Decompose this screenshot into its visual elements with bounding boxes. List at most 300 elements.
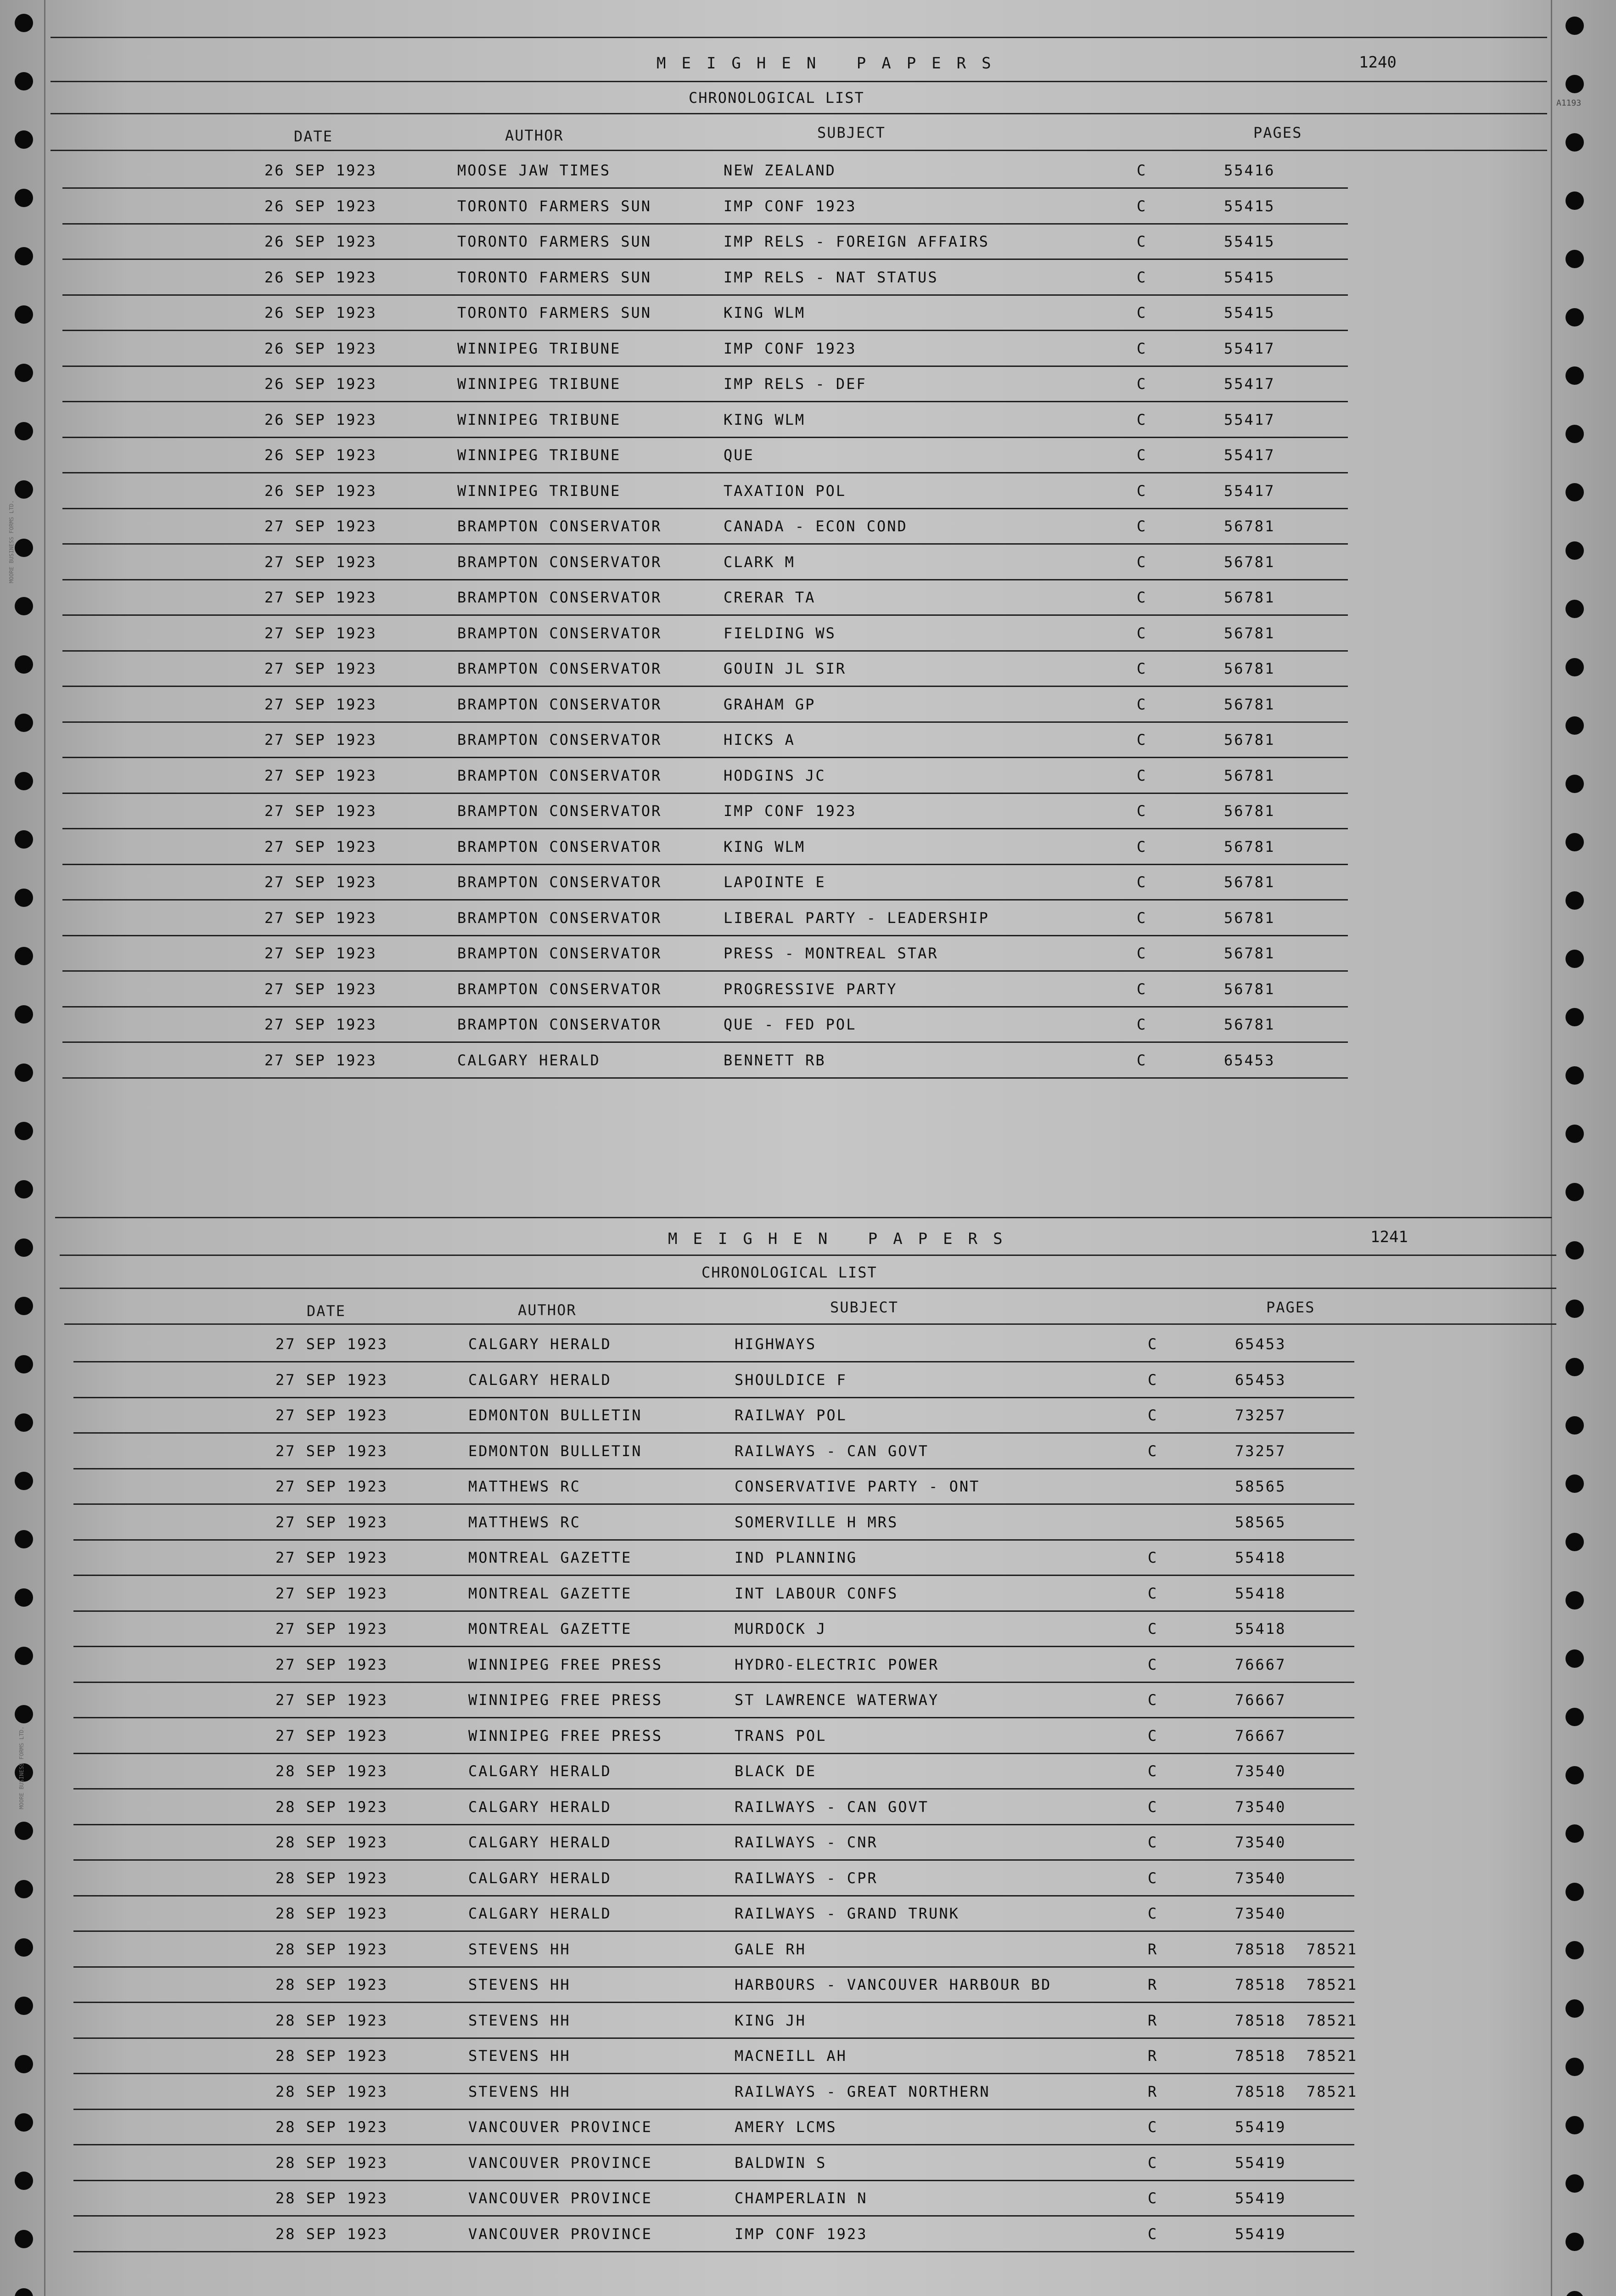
entry-subject: KING WLM [724, 838, 806, 855]
entry-subject: BENNETT RB [724, 1051, 826, 1069]
entry-code: C [1148, 1869, 1158, 1887]
entry-date: 26 SEP 1923 [264, 482, 377, 500]
entry-code: C [1137, 838, 1147, 855]
entry-author: BRAMPTON CONSERVATOR [457, 802, 662, 820]
entry-subject: SHOULDICE F [735, 1371, 847, 1389]
entry-date: 27 SEP 1923 [264, 660, 377, 677]
table-row [73, 2181, 1354, 2217]
row-rule [73, 2251, 1354, 2252]
tractor-hole [1566, 2291, 1584, 2296]
entry-code: C [1137, 695, 1147, 713]
entry-code: R [1148, 1940, 1158, 1958]
table-row [62, 260, 1348, 296]
entry-pages: 55417 [1224, 482, 1275, 500]
entry-subject: IMP CONF 1923 [735, 2225, 868, 2243]
entry-date: 28 SEP 1923 [275, 2118, 388, 2136]
entry-pages: 55415 [1224, 304, 1275, 321]
entry-author: BRAMPTON CONSERVATOR [457, 660, 662, 677]
tractor-hole [15, 1880, 33, 1898]
entry-code: C [1148, 1834, 1158, 1851]
table-row [62, 972, 1348, 1007]
entry-pages: 55417 [1224, 339, 1275, 357]
table-row [62, 723, 1348, 758]
entry-date: 27 SEP 1923 [264, 1051, 377, 1069]
table-row [62, 509, 1348, 545]
entry-subject: CONSERVATIVE PARTY - ONT [735, 1478, 980, 1495]
entry-author: CALGARY HERALD [468, 1335, 612, 1353]
tractor-hole [1566, 1766, 1584, 1784]
entry-subject: QUE - FED POL [724, 1016, 857, 1033]
tractor-hole [1566, 658, 1584, 676]
entry-code: C [1148, 1549, 1158, 1566]
entry-subject: HICKS A [724, 731, 795, 748]
tractor-hole [1566, 2233, 1584, 2251]
entry-date: 27 SEP 1923 [264, 553, 377, 571]
entry-pages: 73257 [1235, 1442, 1286, 1460]
entry-pages: 78518 78521 [1235, 2011, 1358, 2029]
entry-author: WINNIPEG FREE PRESS [468, 1655, 663, 1673]
tractor-hole [15, 422, 33, 440]
entry-code: C [1148, 1691, 1158, 1709]
entry-pages: 78518 78521 [1235, 2082, 1358, 2100]
entry-code: C [1137, 1051, 1147, 1069]
tractor-hole [1566, 1649, 1584, 1668]
form-imprint-lower: MOORE BUSINESS FORMS LTD. [18, 1726, 25, 1809]
entry-pages: 56781 [1224, 945, 1275, 962]
tractor-hole [1566, 600, 1584, 618]
entry-pages: 65453 [1235, 1335, 1286, 1353]
entry-date: 27 SEP 1923 [264, 589, 377, 606]
entry-date: 27 SEP 1923 [275, 1478, 388, 1495]
entry-author: MONTREAL GAZETTE [468, 1620, 632, 1638]
entry-date: 28 SEP 1923 [275, 2225, 388, 2243]
entry-subject: NEW ZEALAND [724, 162, 836, 179]
entry-date: 26 SEP 1923 [264, 339, 377, 357]
entry-pages: 55417 [1224, 411, 1275, 428]
entry-code: C [1148, 2225, 1158, 2243]
tractor-hole [1566, 1883, 1584, 1901]
entry-date: 27 SEP 1923 [275, 1584, 388, 1602]
entry-date: 27 SEP 1923 [275, 1655, 388, 1673]
entry-date: 27 SEP 1923 [264, 518, 377, 535]
entry-author: STEVENS HH [468, 2011, 571, 2029]
entry-code: C [1148, 2189, 1158, 2207]
tractor-hole [15, 14, 33, 32]
entry-code: C [1137, 980, 1147, 998]
tractor-hole [1566, 1591, 1584, 1609]
entry-author: BRAMPTON CONSERVATOR [457, 945, 662, 962]
entry-author: STEVENS HH [468, 2082, 571, 2100]
tractor-hole [1566, 1708, 1584, 1726]
entry-author: BRAMPTON CONSERVATOR [457, 553, 662, 571]
tractor-hole [15, 772, 33, 790]
entry-author: TORONTO FARMERS SUN [457, 233, 652, 250]
entry-author: CALGARY HERALD [468, 1869, 612, 1887]
tractor-hole [15, 1180, 33, 1199]
entry-pages: 65453 [1224, 1051, 1275, 1069]
entry-code: C [1148, 1762, 1158, 1780]
entry-date: 28 SEP 1923 [275, 2189, 388, 2207]
entry-date: 28 SEP 1923 [275, 2011, 388, 2029]
entry-pages: 55417 [1224, 375, 1275, 393]
entry-pages: 56781 [1224, 660, 1275, 677]
entry-date: 26 SEP 1923 [264, 375, 377, 393]
entry-author: BRAMPTON CONSERVATOR [457, 1016, 662, 1033]
entry-subject: TRANS POL [735, 1727, 827, 1745]
entry-subject: ST LAWRENCE WATERWAY [735, 1691, 939, 1709]
tractor-hole [1566, 716, 1584, 735]
entry-subject: RAILWAYS - GREAT NORTHERN [735, 2082, 990, 2100]
entry-author: EDMONTON BULLETIN [468, 1442, 642, 1460]
entry-code: C [1137, 162, 1147, 179]
tractor-hole [1566, 1533, 1584, 1551]
entry-pages: 58565 [1235, 1513, 1286, 1531]
table-row [62, 403, 1348, 438]
entry-code: C [1137, 375, 1147, 393]
entry-author: CALGARY HERALD [468, 1762, 612, 1780]
tractor-hole [1566, 483, 1584, 501]
tractor-hole [15, 1530, 33, 1548]
entry-pages: 56781 [1224, 1016, 1275, 1033]
entry-code: C [1148, 2154, 1158, 2172]
tractor-hole [1566, 541, 1584, 560]
table-row [73, 2039, 1358, 2074]
table-row [73, 1327, 1354, 1362]
tractor-hole [15, 947, 33, 965]
column-header-subject: SUBJECT [830, 1299, 898, 1316]
tractor-hole [1566, 950, 1584, 968]
table-row [62, 438, 1348, 473]
entry-subject: HIGHWAYS [735, 1335, 817, 1353]
entry-code: C [1137, 589, 1147, 606]
entry-date: 26 SEP 1923 [264, 411, 377, 428]
entry-code: C [1137, 731, 1147, 748]
entry-author: BRAMPTON CONSERVATOR [457, 624, 662, 642]
entry-subject: MACNEILL AH [735, 2047, 847, 2065]
table-row [73, 2146, 1354, 2181]
entry-author: CALGARY HERALD [468, 1905, 612, 1922]
entry-pages: 56781 [1224, 731, 1275, 748]
left-margin-line [44, 0, 45, 2296]
entry-subject: IMP RELS - FOREIGN AFFAIRS [724, 233, 989, 250]
entry-subject: RAILWAYS - CPR [735, 1869, 878, 1887]
entry-date: 28 SEP 1923 [275, 1834, 388, 1851]
entry-subject: HARBOURS - VANCOUVER HARBOUR BD [735, 1976, 1052, 1993]
tractor-hole [15, 597, 33, 615]
tractor-hole [1566, 308, 1584, 326]
entry-pages: 78518 78521 [1235, 1940, 1358, 1958]
entry-subject: FIELDING WS [724, 624, 836, 642]
right-margin-line [1551, 0, 1552, 2296]
table-row [73, 1825, 1354, 1861]
tractor-hole [1566, 1941, 1584, 1959]
entry-date: 28 SEP 1923 [275, 1869, 388, 1887]
entry-pages: 56781 [1224, 518, 1275, 535]
entry-date: 27 SEP 1923 [264, 909, 377, 927]
tractor-hole [15, 655, 33, 674]
entry-code: C [1137, 339, 1147, 357]
entry-pages: 56781 [1224, 838, 1275, 855]
table-row [62, 936, 1348, 972]
entry-subject: HODGINS JC [724, 766, 826, 784]
table-row [62, 865, 1348, 900]
entry-author: CALGARY HERALD [468, 1371, 612, 1389]
tractor-hole [1566, 1183, 1584, 1201]
table-row [73, 2217, 1354, 2252]
entry-pages: 56781 [1224, 980, 1275, 998]
entry-code: C [1148, 1798, 1158, 1816]
table-row [62, 901, 1348, 936]
entry-date: 28 SEP 1923 [275, 1762, 388, 1780]
tractor-hole [15, 2113, 33, 2132]
entry-code: C [1137, 446, 1147, 464]
entry-author: MOOSE JAW TIMES [457, 162, 611, 179]
table-row [62, 1043, 1348, 1079]
entry-author: STEVENS HH [468, 1976, 571, 1993]
entry-code: C [1137, 268, 1147, 286]
entry-code: C [1137, 197, 1147, 215]
table-row [73, 1683, 1354, 1718]
tractor-hole [1566, 1008, 1584, 1026]
entry-date: 26 SEP 1923 [264, 446, 377, 464]
entry-pages: 55419 [1235, 2189, 1286, 2207]
entry-author: WINNIPEG TRIBUNE [457, 375, 621, 393]
table-row [73, 1434, 1354, 1469]
entry-subject: LIBERAL PARTY - LEADERSHIP [724, 909, 989, 927]
table-row [62, 616, 1348, 652]
entry-code: C [1148, 1407, 1158, 1424]
entry-date: 26 SEP 1923 [264, 162, 377, 179]
tractor-hole [1566, 1125, 1584, 1143]
column-header-author: AUTHOR [505, 127, 564, 144]
title-rule [50, 81, 1547, 82]
entry-subject: CLARK M [724, 553, 795, 571]
entry-subject: PRESS - MONTREAL STAR [724, 945, 938, 962]
entry-subject: RAILWAYS - CAN GOVT [735, 1442, 929, 1460]
tractor-hole [15, 305, 33, 324]
tractor-hole [15, 480, 33, 499]
tractor-hole [15, 830, 33, 849]
form-imprint: MOORE BUSINESS FORMS LTD. [8, 500, 15, 583]
entry-date: 28 SEP 1923 [275, 1905, 388, 1922]
entry-subject: GOUIN JL SIR [724, 660, 847, 677]
tractor-hole [1566, 1241, 1584, 1260]
tractor-hole [15, 2172, 33, 2190]
entry-pages: 55415 [1224, 197, 1275, 215]
header-rule [50, 150, 1547, 151]
entry-subject: RAILWAYS - CAN GOVT [735, 1798, 929, 1816]
entry-subject: KING WLM [724, 304, 806, 321]
list-title-rule [60, 1288, 1556, 1289]
table-row [62, 367, 1348, 402]
entry-subject: AMERY LCMS [735, 2118, 837, 2136]
entry-subject: MURDOCK J [735, 1620, 827, 1638]
entry-pages: 56781 [1224, 873, 1275, 891]
entry-pages: 65453 [1235, 1371, 1286, 1389]
entry-date: 27 SEP 1923 [275, 1549, 388, 1566]
table-row [62, 296, 1348, 331]
entry-author: BRAMPTON CONSERVATOR [457, 873, 662, 891]
entry-subject: HYDRO-ELECTRIC POWER [735, 1655, 939, 1673]
tractor-hole [15, 1588, 33, 1607]
entry-date: 27 SEP 1923 [264, 766, 377, 784]
list-title: CHRONOLOGICAL LIST [701, 1264, 877, 1281]
entry-date: 28 SEP 1923 [275, 2154, 388, 2172]
table-row [73, 1896, 1354, 1932]
entry-author: BRAMPTON CONSERVATOR [457, 766, 662, 784]
entry-subject: SOMERVILLE H MRS [735, 1513, 898, 1531]
table-row [73, 1790, 1354, 1825]
tractor-hole [1566, 1300, 1584, 1318]
entry-date: 27 SEP 1923 [264, 731, 377, 748]
entry-code: R [1148, 2082, 1158, 2100]
entry-author: VANCOUVER PROVINCE [468, 2154, 652, 2172]
title-rule [60, 1255, 1556, 1256]
entry-pages: 73540 [1235, 1798, 1286, 1816]
tractor-hole [1566, 133, 1584, 152]
table-row [62, 759, 1348, 794]
tractor-hole [15, 1472, 33, 1490]
entry-pages: 55415 [1224, 233, 1275, 250]
tractor-hole [1566, 250, 1584, 268]
table-row [73, 1648, 1354, 1683]
entry-subject: RAILWAYS - CNR [735, 1834, 878, 1851]
entry-code: C [1137, 802, 1147, 820]
entry-date: 27 SEP 1923 [264, 873, 377, 891]
entry-date: 26 SEP 1923 [264, 197, 377, 215]
table-row [62, 794, 1348, 829]
tractor-hole [15, 1122, 33, 1140]
tractor-hole [1566, 1824, 1584, 1843]
tractor-hole [1566, 1474, 1584, 1493]
top-rule [50, 37, 1547, 38]
tractor-hole [1566, 2116, 1584, 2134]
tractor-hole [1566, 2058, 1584, 2076]
table-row [62, 545, 1348, 580]
entry-subject: PROGRESSIVE PARTY [724, 980, 898, 998]
entry-subject: IMP RELS - DEF [724, 375, 867, 393]
entry-author: VANCOUVER PROVINCE [468, 2118, 652, 2136]
tractor-hole [1566, 425, 1584, 443]
tractor-hole [1566, 1999, 1584, 2018]
entry-pages: 55415 [1224, 268, 1275, 286]
entry-code: C [1137, 482, 1147, 500]
entry-code: C [1148, 1335, 1158, 1353]
top-rule [55, 1217, 1552, 1218]
entry-pages: 55419 [1235, 2225, 1286, 2243]
entry-date: 27 SEP 1923 [275, 1442, 388, 1460]
entry-code: C [1137, 909, 1147, 927]
column-header-pages: PAGES [1266, 1299, 1315, 1316]
entry-pages: 56781 [1224, 624, 1275, 642]
tractor-hole [15, 247, 33, 265]
tractor-hole [1566, 775, 1584, 793]
table-row [62, 153, 1348, 189]
table-row [62, 189, 1348, 225]
tractor-hole [15, 1355, 33, 1373]
table-row [62, 580, 1348, 616]
table-row [73, 1363, 1354, 1398]
table-row [73, 1932, 1358, 1968]
entry-date: 27 SEP 1923 [264, 838, 377, 855]
column-header-pages: PAGES [1253, 124, 1302, 141]
entry-author: WINNIPEG FREE PRESS [468, 1691, 663, 1709]
table-row [62, 830, 1348, 865]
entry-author: STEVENS HH [468, 1940, 571, 1958]
entry-author: BRAMPTON CONSERVATOR [457, 838, 662, 855]
table-row [73, 1754, 1354, 1790]
entry-pages: 55418 [1235, 1620, 1286, 1638]
table-row [62, 474, 1348, 509]
entry-pages: 56781 [1224, 695, 1275, 713]
entry-subject: GRAHAM GP [724, 695, 816, 713]
tractor-hole [15, 1938, 33, 1957]
entry-date: 27 SEP 1923 [264, 802, 377, 820]
tractor-hole [1566, 1416, 1584, 1435]
tractor-hole [15, 364, 33, 382]
entry-date: 27 SEP 1923 [264, 1016, 377, 1033]
entry-author: MONTREAL GAZETTE [468, 1549, 632, 1566]
entry-author: BRAMPTON CONSERVATOR [457, 909, 662, 927]
tractor-hole [1566, 17, 1584, 35]
entry-code: C [1137, 624, 1147, 642]
entry-author: CALGARY HERALD [457, 1051, 600, 1069]
page-number: 1241 [1370, 1228, 1408, 1246]
column-header-author: AUTHOR [518, 1301, 577, 1319]
tractor-hole [1566, 366, 1584, 385]
entry-date: 27 SEP 1923 [264, 945, 377, 962]
entry-subject: BALDWIN S [735, 2154, 827, 2172]
entry-subject: KING WLM [724, 411, 806, 428]
entry-pages: 55418 [1235, 1549, 1286, 1566]
entry-subject: CANADA - ECON COND [724, 518, 908, 535]
table-row [73, 1541, 1354, 1576]
entry-author: WINNIPEG TRIBUNE [457, 411, 621, 428]
entry-subject: TAXATION POL [724, 482, 847, 500]
tractor-hole [15, 1064, 33, 1082]
entry-date: 27 SEP 1923 [264, 624, 377, 642]
entry-code: C [1137, 411, 1147, 428]
entry-author: TORONTO FARMERS SUN [457, 197, 652, 215]
entry-author: WINNIPEG TRIBUNE [457, 446, 621, 464]
entry-pages: 78518 78521 [1235, 2047, 1358, 2065]
entry-date: 26 SEP 1923 [264, 304, 377, 321]
entry-author: VANCOUVER PROVINCE [468, 2225, 652, 2243]
entry-author: MONTREAL GAZETTE [468, 1584, 632, 1602]
header-rule [64, 1323, 1556, 1325]
table-row [62, 225, 1348, 260]
entry-code: C [1137, 873, 1147, 891]
entry-pages: 55418 [1235, 1584, 1286, 1602]
entry-subject: IMP CONF 1923 [724, 339, 857, 357]
table-row [73, 1612, 1354, 1647]
left-tractor-holes [6, 0, 42, 2296]
entry-code: R [1148, 2011, 1158, 2029]
column-header-date: DATE [294, 128, 333, 145]
table-row [62, 332, 1348, 367]
entry-date: 28 SEP 1923 [275, 2047, 388, 2065]
table-row [62, 1007, 1348, 1043]
entry-pages: 76667 [1235, 1691, 1286, 1709]
entry-subject: CRERAR TA [724, 589, 816, 606]
tractor-hole [15, 2230, 33, 2248]
entry-author: MATTHEWS RC [468, 1513, 581, 1531]
entry-code: R [1148, 2047, 1158, 2065]
entry-pages: 56781 [1224, 909, 1275, 927]
entry-subject: QUE [724, 446, 754, 464]
entry-subject: CHAMPERLAIN N [735, 2189, 868, 2207]
table-row [73, 1505, 1354, 1541]
